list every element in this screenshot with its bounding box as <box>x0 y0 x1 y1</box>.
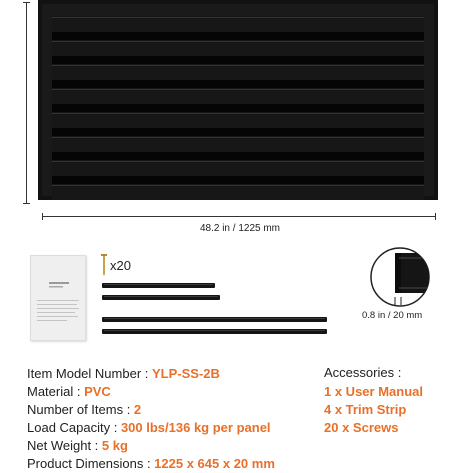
panel-slat-highlight <box>52 113 424 114</box>
accessory-item: 4 x Trim Strip <box>324 402 407 417</box>
panel-slat <box>52 64 424 80</box>
spec-value: 1225 x 645 x 20 mm <box>154 456 275 471</box>
width-dimension-tick <box>42 213 43 220</box>
panel-slat-highlight <box>52 137 424 138</box>
accessory-item: 1 x User Manual <box>324 384 423 399</box>
spec-label: Net Weight : <box>27 438 102 453</box>
height-dimension-tick <box>23 203 30 204</box>
screw-count-label: x20 <box>110 258 131 273</box>
spec-label: Item Model Number : <box>27 366 152 381</box>
panel-slat <box>52 112 424 128</box>
screw-icon <box>100 254 108 276</box>
slatwall-panel-image <box>38 0 438 200</box>
panel-groove <box>52 176 424 184</box>
panel-slat-highlight <box>52 41 424 42</box>
panel-slat <box>52 160 424 176</box>
width-dimension-line <box>42 216 436 217</box>
panel-slat <box>52 88 424 104</box>
panel-slat-highlight <box>52 17 424 18</box>
depth-dimension-label: 0.8 in / 20 mm <box>362 310 423 321</box>
height-dimension-line <box>26 2 27 204</box>
spec-label: Product Dimensions : <box>27 456 155 471</box>
spec-value: PVC <box>84 384 111 399</box>
panel-slat-highlight <box>52 161 424 162</box>
panel-slat <box>52 40 424 56</box>
panel-groove <box>52 32 424 40</box>
spec-row-load <box>27 419 271 437</box>
spec-value: YLP-SS-2B <box>152 366 220 381</box>
accessories-title: Accessories : <box>324 365 402 380</box>
spec-row-weight <box>27 437 128 455</box>
trim-strips-image <box>100 280 330 340</box>
height-dimension-tick <box>23 2 30 3</box>
panel-groove <box>52 56 424 64</box>
width-dimension-label: 48.2 in / 1225 mm <box>199 223 281 234</box>
panel-slat-highlight <box>52 65 424 66</box>
panel-groove <box>52 152 424 160</box>
panel-slat <box>52 16 424 32</box>
spec-row-dimensions <box>27 455 275 473</box>
panel-groove <box>52 104 424 112</box>
width-dimension-tick <box>435 213 436 220</box>
panel-groove <box>52 128 424 136</box>
profile-detail-image <box>355 247 445 307</box>
panel-groove <box>52 80 424 88</box>
panel-slat-highlight <box>52 185 424 186</box>
spec-row-material <box>27 383 111 401</box>
spec-label: Material : <box>27 384 85 399</box>
panel-slat-highlight <box>52 89 424 90</box>
spec-row-items <box>27 401 141 419</box>
accessory-item: 20 x Screws <box>324 420 399 435</box>
spec-label: Load Capacity : <box>27 420 121 435</box>
panel-slat <box>52 136 424 152</box>
user-manual-image <box>30 255 86 341</box>
spec-label: Number of Items : <box>27 402 134 417</box>
spec-value: 2 <box>133 402 142 417</box>
panel-slat <box>52 184 424 200</box>
spec-row-model <box>27 365 220 383</box>
spec-value: 5 kg <box>101 438 128 453</box>
spec-value: 300 lbs/136 kg per panel <box>120 420 271 435</box>
